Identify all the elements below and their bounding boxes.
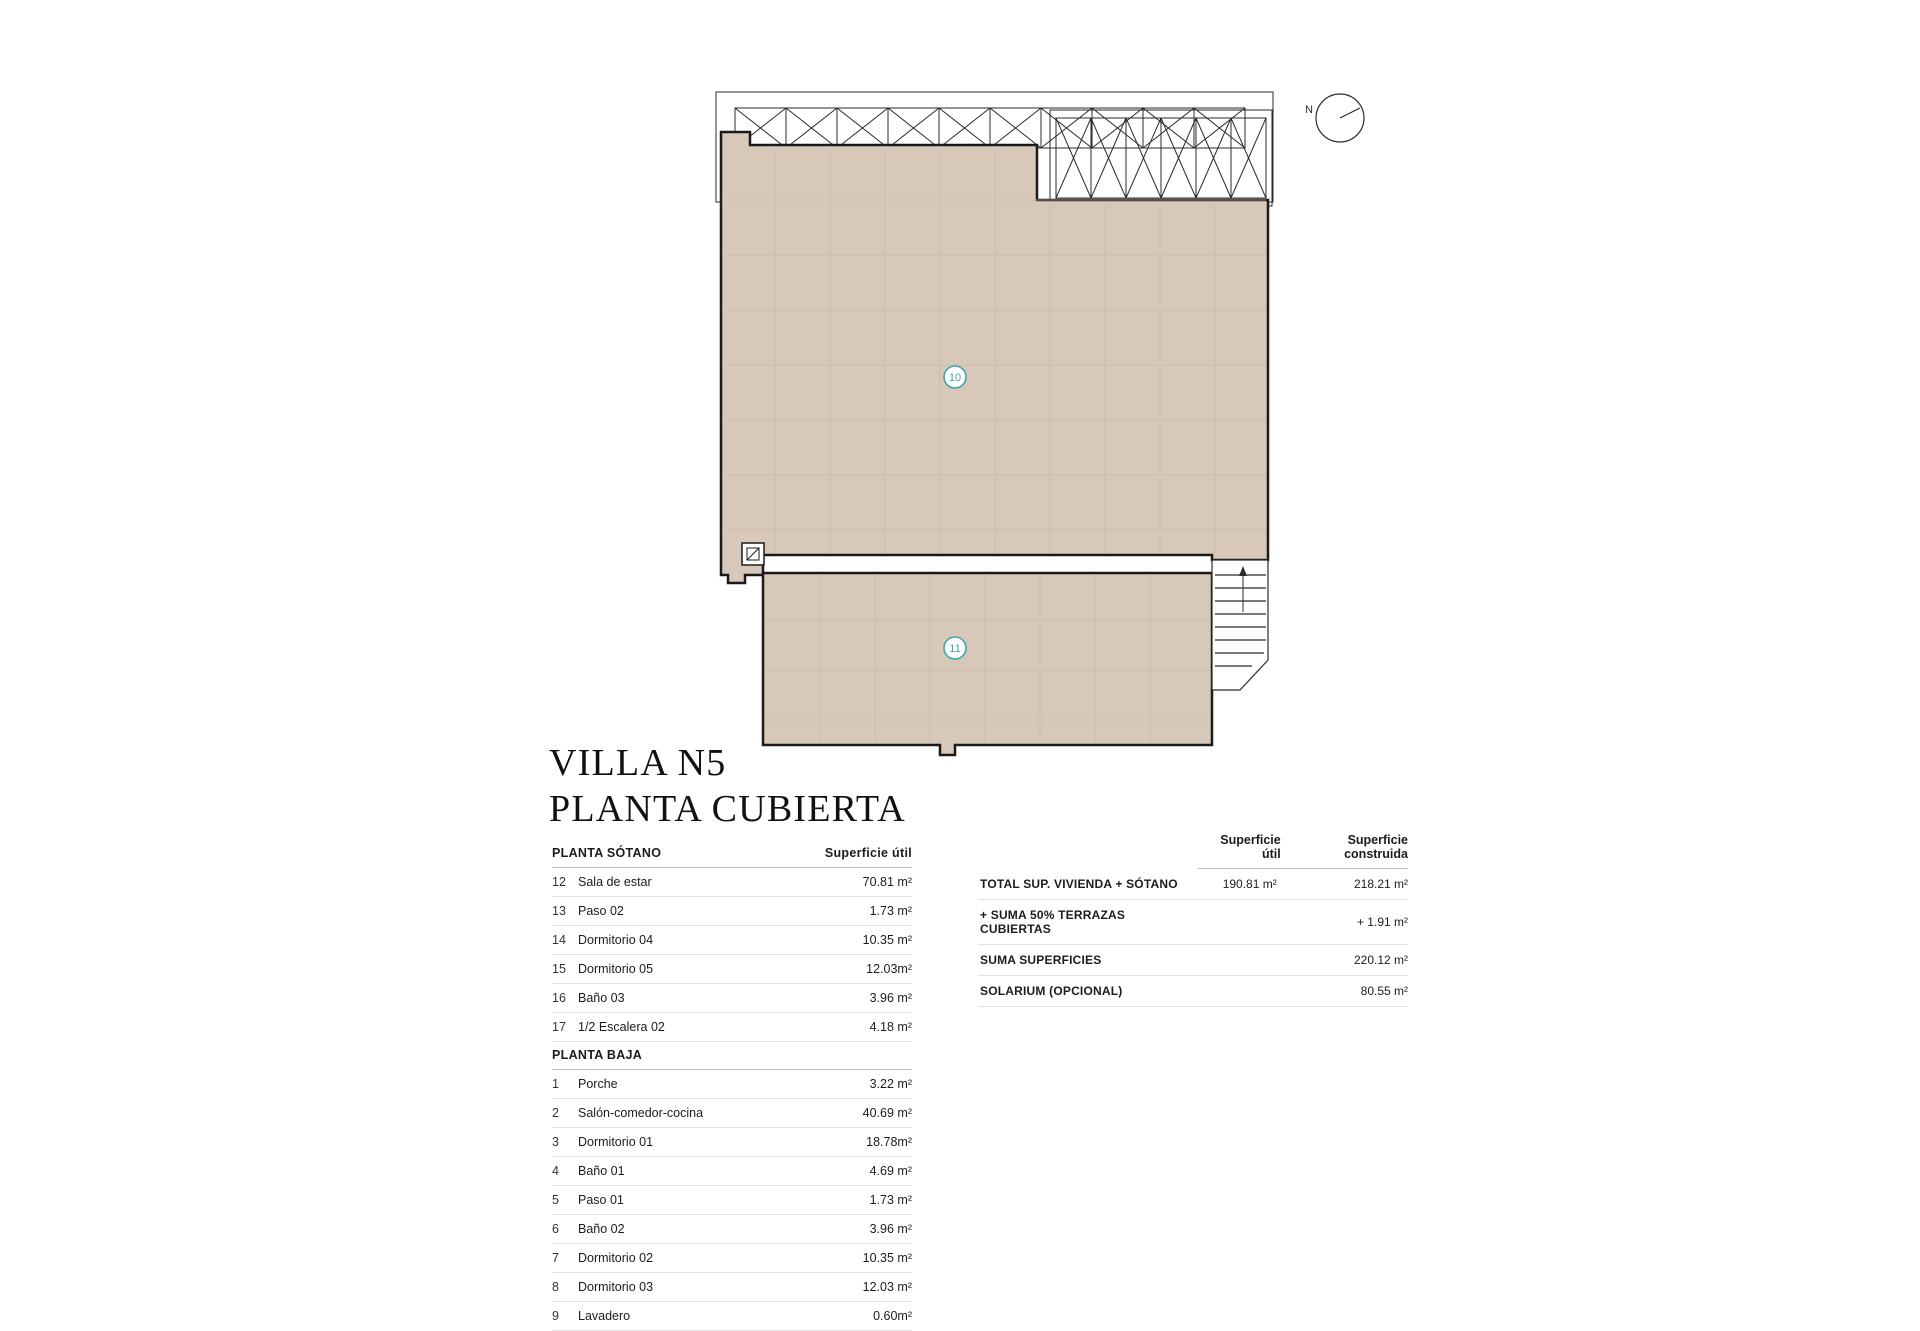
- row-name: Baño 01: [578, 1157, 775, 1186]
- row-number: 12: [552, 868, 578, 897]
- row-name: Porche: [578, 1070, 775, 1099]
- row-area: 1.73 m²: [775, 897, 912, 926]
- svg-text:11: 11: [949, 643, 961, 655]
- row-area: 40.69 m²: [775, 1099, 912, 1128]
- summary-label: + SUMA 50% TERRAZAS CUBIERTAS: [978, 900, 1198, 945]
- row-number: 13: [552, 897, 578, 926]
- row-area: 70.81 m²: [775, 868, 912, 897]
- row-number: 2: [552, 1099, 578, 1128]
- section-header-sotano: [552, 840, 912, 868]
- row-name: Paso 02: [578, 897, 775, 926]
- row-number: 3: [552, 1128, 578, 1157]
- row-name: 1/2 Escalera 02: [578, 1013, 775, 1042]
- col-header-superficie-construida: Superficie construida: [1281, 833, 1408, 869]
- page-title: [549, 740, 906, 832]
- surface-schedule-left: [552, 840, 912, 1331]
- row-name: Baño 03: [578, 984, 775, 1013]
- row-area: 12.03 m²: [775, 1273, 912, 1302]
- row-number: 15: [552, 955, 578, 984]
- row-name: Dormitorio 02: [578, 1244, 775, 1273]
- row-number: 5: [552, 1186, 578, 1215]
- row-area: 10.35 m²: [775, 926, 912, 955]
- row-area: 4.69 m²: [775, 1157, 912, 1186]
- row-number: 7: [552, 1244, 578, 1273]
- table-row: [552, 926, 912, 955]
- row-area: 0.60m²: [775, 1302, 912, 1331]
- svg-text:N: N: [1305, 104, 1313, 116]
- row-area: 3.96 m²: [775, 1215, 912, 1244]
- summary-label: SUMA SUPERFICIES: [978, 945, 1198, 976]
- row-name: Paso 01: [578, 1186, 775, 1215]
- table-row: [552, 1013, 912, 1042]
- summary-label: TOTAL SUP. VIVIENDA + SÓTANO: [978, 869, 1198, 900]
- section-header-baja: [552, 1042, 912, 1070]
- table-row: [552, 1099, 912, 1128]
- row-area: 3.96 m²: [775, 984, 912, 1013]
- room-marker-11: [944, 637, 966, 659]
- table-row: [552, 1302, 912, 1331]
- section-title-baja: PLANTA BAJA: [552, 1042, 912, 1070]
- summary-header-spacer: [978, 833, 1198, 869]
- summary-label: SOLARIUM (OPCIONAL): [978, 976, 1198, 1007]
- title-line-villa: VILLA N5: [549, 742, 727, 784]
- row-name: Dormitorio 05: [578, 955, 775, 984]
- summary-table: [978, 833, 1408, 1007]
- exterior-stair: [1212, 560, 1268, 690]
- table-row: [552, 1186, 912, 1215]
- roof-drain-box: [742, 543, 764, 565]
- table-row: [552, 1070, 912, 1099]
- pergola-hatch-right: [1050, 110, 1272, 206]
- row-area: 1.73 m²: [775, 1186, 912, 1215]
- row-name: Dormitorio 04: [578, 926, 775, 955]
- row-name: Dormitorio 03: [578, 1273, 775, 1302]
- summary-construida: + 1.91 m²: [1281, 900, 1408, 945]
- row-area: 10.35 m²: [775, 1244, 912, 1273]
- title-line-planta: PLANTA CUBIERTA: [549, 788, 906, 830]
- row-area: 3.22 m²: [775, 1070, 912, 1099]
- table-row: [978, 976, 1408, 1007]
- row-number: 1: [552, 1070, 578, 1099]
- summary-header-row: [978, 833, 1408, 869]
- row-number: 4: [552, 1157, 578, 1186]
- summary-util: 190.81 m²: [1198, 869, 1280, 900]
- roof-area-10: [721, 132, 1268, 583]
- row-area: 12.03m²: [775, 955, 912, 984]
- table-row: [552, 984, 912, 1013]
- row-area: 18.78m²: [775, 1128, 912, 1157]
- summary-util: [1198, 976, 1280, 1007]
- row-name: Salón-comedor-cocina: [578, 1099, 775, 1128]
- section-title-sotano: PLANTA SÓTANO: [552, 840, 775, 868]
- row-number: 17: [552, 1013, 578, 1042]
- table-row: [552, 1244, 912, 1273]
- table-row: [552, 955, 912, 984]
- table-row: [978, 869, 1408, 900]
- table-row: [552, 1215, 912, 1244]
- row-number: 16: [552, 984, 578, 1013]
- row-name: Baño 02: [578, 1215, 775, 1244]
- row-name: Sala de estar: [578, 868, 775, 897]
- summary-util: [1198, 945, 1280, 976]
- row-number: 8: [552, 1273, 578, 1302]
- planta-sotano-table: [552, 840, 912, 1331]
- svg-text:10: 10: [948, 372, 962, 384]
- table-row: [978, 900, 1408, 945]
- table-row: [552, 897, 912, 926]
- table-row: [552, 1128, 912, 1157]
- summary-construida: 80.55 m²: [1281, 976, 1408, 1007]
- north-compass: [1305, 94, 1364, 142]
- table-row: [552, 868, 912, 897]
- roof-area-11: [763, 573, 1212, 755]
- summary-construida: 218.21 m²: [1281, 869, 1408, 900]
- col-header-superficie-util: Superficie útil: [775, 840, 912, 868]
- row-number: 6: [552, 1215, 578, 1244]
- row-name: Lavadero: [578, 1302, 775, 1331]
- row-area: 4.18 m²: [775, 1013, 912, 1042]
- table-row: [552, 1157, 912, 1186]
- surface-summary-right: [978, 833, 1408, 1007]
- row-number: 9: [552, 1302, 578, 1331]
- summary-construida: 220.12 m²: [1281, 945, 1408, 976]
- table-row: [978, 945, 1408, 976]
- row-name: Dormitorio 01: [578, 1128, 775, 1157]
- summary-util: [1198, 900, 1280, 945]
- row-number: 14: [552, 926, 578, 955]
- room-marker-10: [944, 366, 966, 388]
- table-row: [552, 1273, 912, 1302]
- col-header-superficie-util: Superficie útil: [1198, 833, 1280, 869]
